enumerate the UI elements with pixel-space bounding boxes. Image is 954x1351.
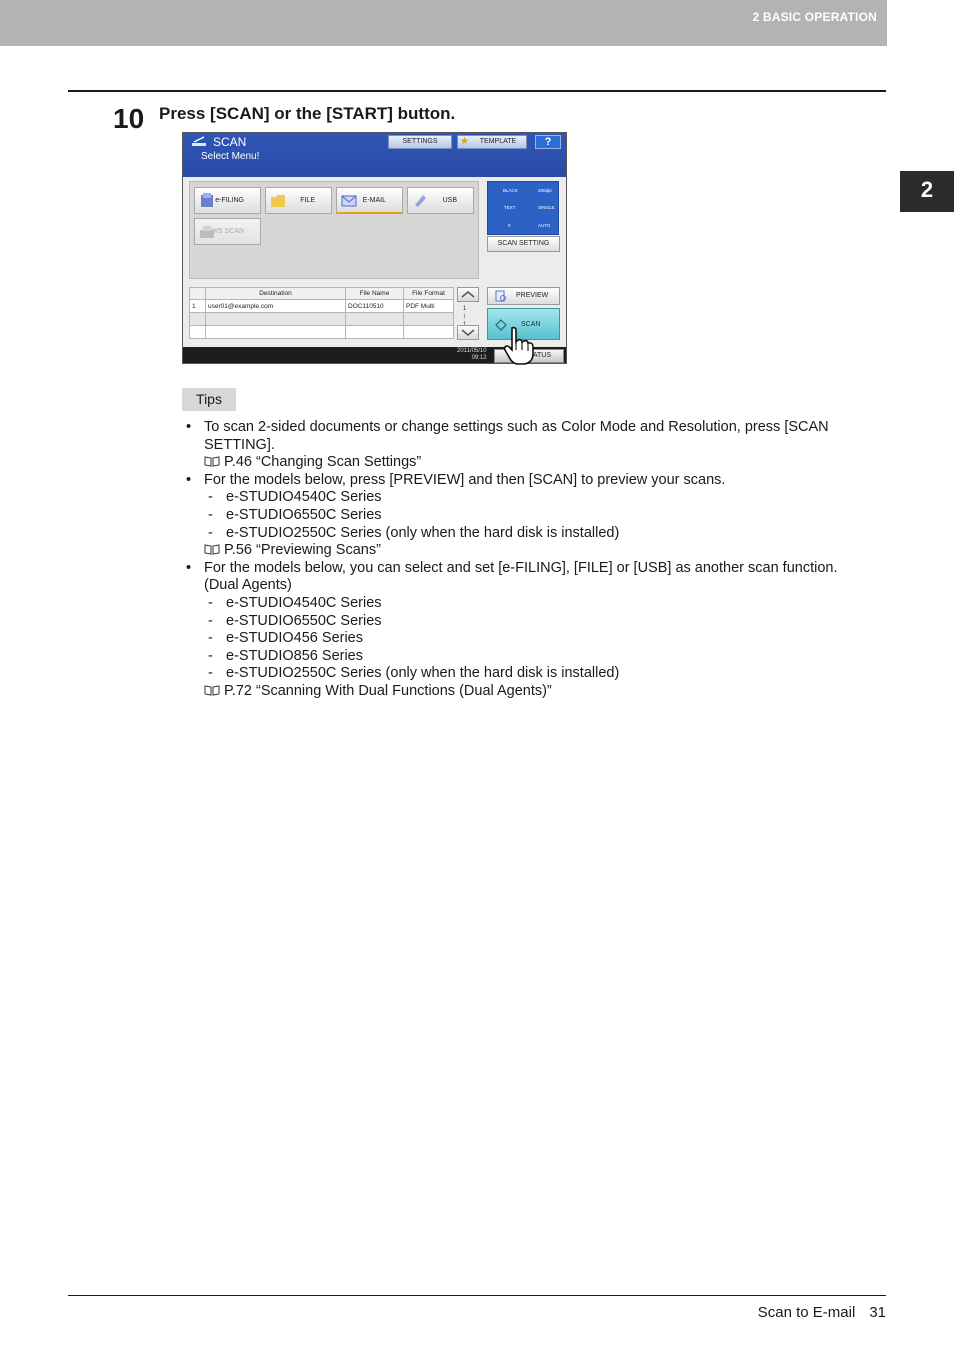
settings-button[interactable]: SETTINGS xyxy=(388,135,452,149)
header-section-title: 2 BASIC OPERATION xyxy=(752,10,877,24)
screen-header xyxy=(183,133,567,177)
model-list-item: - e-STUDIO2550C Series (only when the hard disk is installed) xyxy=(208,524,620,541)
reference-text: P.56 “Previewing Scans” xyxy=(224,542,381,559)
reference-link[interactable] xyxy=(204,542,876,560)
header-bar xyxy=(0,0,887,46)
preview-icon xyxy=(495,290,507,303)
model-list-item: - e-STUDIO856 Series xyxy=(208,647,363,664)
chapter-tab-rule xyxy=(900,209,954,212)
chevron-down-icon xyxy=(458,326,478,339)
screen-title: SCAN xyxy=(213,135,247,149)
email-button-label: E-MAIL xyxy=(362,197,386,204)
reference-link[interactable] xyxy=(204,683,876,701)
original-mode-value: TEXT xyxy=(504,205,516,210)
footer-section: Scan to E-mail xyxy=(757,1304,856,1321)
page-number: 31 xyxy=(869,1304,886,1321)
model-list-item: - e-STUDIO6550C Series xyxy=(208,612,382,629)
tips-list xyxy=(186,419,876,701)
chevron-up-icon xyxy=(458,288,478,301)
file-button[interactable] xyxy=(265,187,332,214)
scan-start-button-label: SCAN xyxy=(521,321,541,328)
bottom-rule xyxy=(68,1295,886,1296)
function-menu-panel xyxy=(189,181,479,279)
file-button-label: FILE xyxy=(300,197,315,204)
scan-settings-summary xyxy=(487,181,559,235)
usb-button[interactable] xyxy=(407,187,474,214)
hand-pointer-icon xyxy=(502,326,536,366)
reference-text: P.72 “Scanning With Dual Functions (Dual Agents)” xyxy=(224,682,552,699)
book-icon xyxy=(204,685,220,696)
star-icon: ★ xyxy=(460,136,469,147)
scan-setting-button[interactable]: SCAN SETTING xyxy=(487,236,560,252)
scan-icon xyxy=(191,136,207,147)
ws-scan-button[interactable] xyxy=(194,218,261,245)
row-file-name: DOC110510 xyxy=(346,300,404,313)
preview-button[interactable] xyxy=(487,287,560,305)
reference-link[interactable] xyxy=(204,454,876,472)
model-list-item: - e-STUDIO2550C Series (only when the hard disk is installed) xyxy=(208,665,620,682)
row-destination: user01@example.com xyxy=(206,300,346,313)
template-button-label: TEMPLATE xyxy=(479,138,517,145)
status-datetime xyxy=(457,348,487,362)
table-header-file-format: File Format xyxy=(404,288,454,300)
tip-text: For the models below, press [PREVIEW] and then [SCAN] to preview your scans. xyxy=(204,471,726,488)
usb-icon xyxy=(412,192,428,209)
resolution-value: 200dpi xyxy=(538,188,552,193)
top-rule xyxy=(68,90,886,92)
scroll-down-button[interactable] xyxy=(457,325,479,340)
efiling-button-label: e-FILING xyxy=(215,197,244,204)
table-header-index xyxy=(190,288,206,300)
table-row[interactable] xyxy=(190,313,454,326)
chapter-tab[interactable]: 2 xyxy=(900,171,954,209)
template-button[interactable] xyxy=(457,135,527,149)
preview-button-label: PREVIEW xyxy=(516,292,549,299)
ws-scan-button-label: WS SCAN xyxy=(211,228,244,235)
job-status-button[interactable]: ATUS xyxy=(494,349,564,363)
book-icon xyxy=(204,456,220,467)
tip-item: • For the models below, you can select and set [e-FILING], [FILE] or [USB] as another scan function. (Dual Agents) - e-STUDIO4540C Series - e-STUDIO6550C Series - e-STUDIO456 Series - e-STUDIO856 Series - e-STUDIO2550C Series (only when the hard disk is installed) P.72 “Scanning With Dual Functions (Dual Agents)” xyxy=(186,560,876,701)
folder-icon xyxy=(270,192,286,209)
tips-label: Tips xyxy=(182,388,236,411)
table-row[interactable] xyxy=(190,300,454,313)
model-list-item: - e-STUDIO6550C Series xyxy=(208,506,382,523)
single-double-value: SINGLE xyxy=(538,205,555,210)
table-header-file-name: File Name xyxy=(346,288,404,300)
table-row[interactable] xyxy=(190,326,454,339)
table-header-destination: Destination xyxy=(206,288,346,300)
model-list-item: - e-STUDIO4540C Series xyxy=(208,594,382,611)
scroll-up-button[interactable] xyxy=(457,287,479,302)
efiling-icon xyxy=(199,192,215,209)
tip-text: To scan 2-sided documents or change settings such as Color Mode and Resolution, press [SCAN SETTING]. xyxy=(204,419,829,453)
model-list-item: - e-STUDIO456 Series xyxy=(208,630,363,647)
email-icon xyxy=(341,192,357,209)
tip-item: • For the models below, press [PREVIEW] and then [SCAN] to preview your scans. - e-STUDIO4540C Series - e-STUDIO6550C Series - e-STUDIO2550C Series (only when the hard disk is installed) P.56 “Previewing Scans” xyxy=(186,472,876,560)
footer xyxy=(758,1304,886,1321)
status-time: 09:12 xyxy=(471,355,487,361)
reference-text: P.46 “Changing Scan Settings” xyxy=(224,454,422,471)
page-current: 1 xyxy=(463,306,467,312)
model-list-item: - e-STUDIO4540C Series xyxy=(208,489,382,506)
destination-table xyxy=(189,287,454,339)
page-indicator: 1 / xyxy=(463,305,466,329)
original-size-value: AUTO xyxy=(538,223,551,228)
help-button[interactable]: ? xyxy=(535,135,561,149)
usb-button-label: USB xyxy=(442,197,457,204)
email-button[interactable] xyxy=(336,187,403,214)
step-instruction: Press [SCAN] or the [START] button. xyxy=(159,104,456,123)
tip-text: For the models below, you can select and set [e-FILING], [FILE] or [USB] as another scan function. (Dual Agents) xyxy=(204,559,838,594)
row-file-format: PDF Multi xyxy=(404,300,454,313)
color-mode-value: BLACK xyxy=(503,188,518,193)
tip-item: • To scan 2-sided documents or change settings such as Color Mode and Resolution, press [SCAN SETTING]. P.46 “Changing Scan Settings” xyxy=(186,419,876,472)
book-icon xyxy=(204,544,220,555)
screen-subtitle: Select Menu! xyxy=(201,151,260,162)
status-date: 2011/05/10 xyxy=(457,348,487,354)
rotation-value: 0 xyxy=(508,223,511,228)
row-index: 1 xyxy=(190,300,206,313)
efiling-button[interactable] xyxy=(194,187,261,214)
step-number: 10 xyxy=(113,103,145,134)
